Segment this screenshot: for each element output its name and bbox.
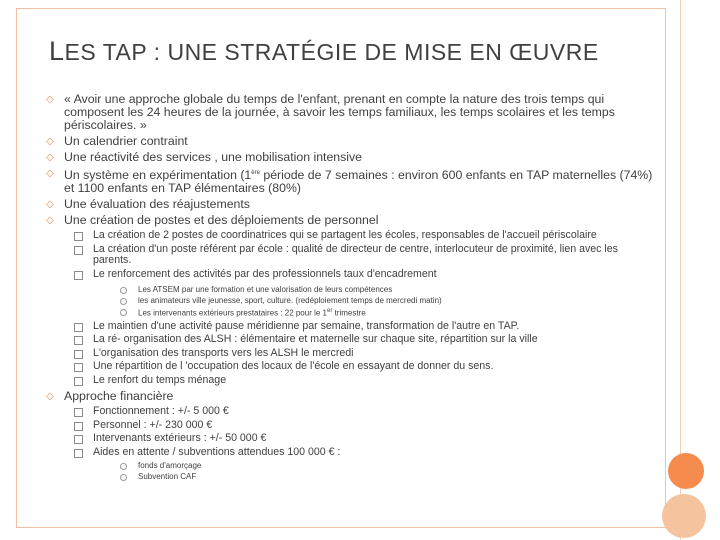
checkbox-bullet-icon — [74, 246, 83, 255]
checkbox-bullet-icon — [74, 377, 83, 386]
subsublist-item: fonds d'amorçage — [44, 460, 654, 471]
subsublist-item: Les intervenants extérieurs prestataires : 22 pour le 1er trimestre — [44, 306, 654, 319]
sublist-item: Personnel : +/- 230 000 € — [44, 420, 654, 432]
list-item: ◇ Une réactivité des services , une mobilisation intensive — [46, 150, 363, 164]
list-item: ◇ Un calendrier contraint — [46, 134, 188, 148]
circle-bullet-icon — [120, 474, 127, 481]
list-item: ◇ Une création de postes et des déploiements de personnel — [46, 213, 379, 228]
checkbox-bullet-icon — [74, 323, 83, 332]
sublist-item: La ré- organisation des ALSH : élémentaire et maternelle sur chaque site, répartition sur la ville — [44, 334, 654, 346]
sublist-item: Le renforcement des activités par des professionnels taux d'encadrement — [44, 269, 654, 281]
circle-bullet-icon — [120, 309, 127, 316]
sublist-item: Aides en attente / subventions attendues 100 000 € : — [44, 447, 654, 459]
checkbox-bullet-icon — [74, 449, 83, 458]
sublist-item: Une répartition de l 'occupation des locaux de l'école en essayant de donner du sens. — [44, 361, 654, 373]
sublist-item: La création de 2 postes de coordinatrices qui se partagent les écoles, responsables de l'accueil périscolaire — [44, 230, 654, 242]
sublist-item: Fonctionnement : +/- 5 000 € — [44, 406, 654, 418]
list-item: ◇ Un système en expérimentation (1ère période de 7 semaines : environ 600 enfants en TAP maternelles (74%) et 1100 enfants en TAP élémentaires (80%) — [46, 168, 653, 196]
bullet-icon: ◇ — [46, 199, 54, 211]
bullet-icon: ◇ — [46, 94, 54, 105]
list-item: ◇ « Avoir une approche globale du temps de l'enfant, prenant en compte la nature des trois temps qui composent les 24 heures de la journée, à savoir les temps familiaux, les temps scolaires et les temps périscolaires. » — [46, 92, 615, 132]
checkbox-bullet-icon — [74, 232, 83, 241]
circle-bullet-icon — [120, 287, 127, 294]
checkbox-bullet-icon — [74, 422, 83, 431]
bullet-icon: ◇ — [46, 215, 54, 227]
checkbox-bullet-icon — [74, 435, 83, 444]
bullet-icon: ◇ — [46, 152, 54, 163]
sublist-item: Intervenants extérieurs : +/- 50 000 € — [44, 433, 654, 445]
bullet-icon: ◇ — [46, 168, 54, 179]
bullet-icon: ◇ — [46, 136, 54, 147]
checkbox-bullet-icon — [74, 363, 83, 372]
bullet-icon: ◇ — [46, 391, 54, 403]
decorative-circle-light — [662, 494, 706, 538]
checkbox-bullet-icon — [74, 408, 83, 417]
sublist-item: La création d'un poste référent par école : qualité de directeur de centre, interlocuteur de proximité, lien avec les parents. — [44, 244, 654, 267]
subsublist-item: Les ATSEM par une formation et une valorisation de leurs compétences — [44, 284, 654, 295]
sublist-item: Le maintien d'une activité pause méridienne par semaine, transformation de l'autre en TAP. — [44, 321, 654, 333]
sublist-item: L'organisation des transports vers les ALSH le mercredi — [44, 348, 654, 360]
list-item: ◇ Approche financière — [46, 389, 174, 404]
decorative-circle-dark — [668, 453, 704, 489]
subsublist-item: Subvention CAF — [44, 471, 654, 482]
list-item: ◇ Une évaluation des réajustements — [46, 197, 250, 212]
circle-bullet-icon — [120, 463, 127, 470]
circle-bullet-icon — [120, 298, 127, 305]
sublist-item: Le renfort du temps ménage — [44, 375, 654, 387]
checkbox-bullet-icon — [74, 271, 83, 280]
slide-title: LES TAP : UNE STRATÉGIE DE MISE EN ŒUVRE — [49, 36, 599, 66]
subsublist-item: les animateurs ville jeunesse, sport, culture. (redéploiement temps de mercredi matin) — [44, 295, 654, 306]
checkbox-bullet-icon — [74, 336, 83, 345]
checkbox-bullet-icon — [74, 350, 83, 359]
slide-content — [44, 93, 654, 482]
